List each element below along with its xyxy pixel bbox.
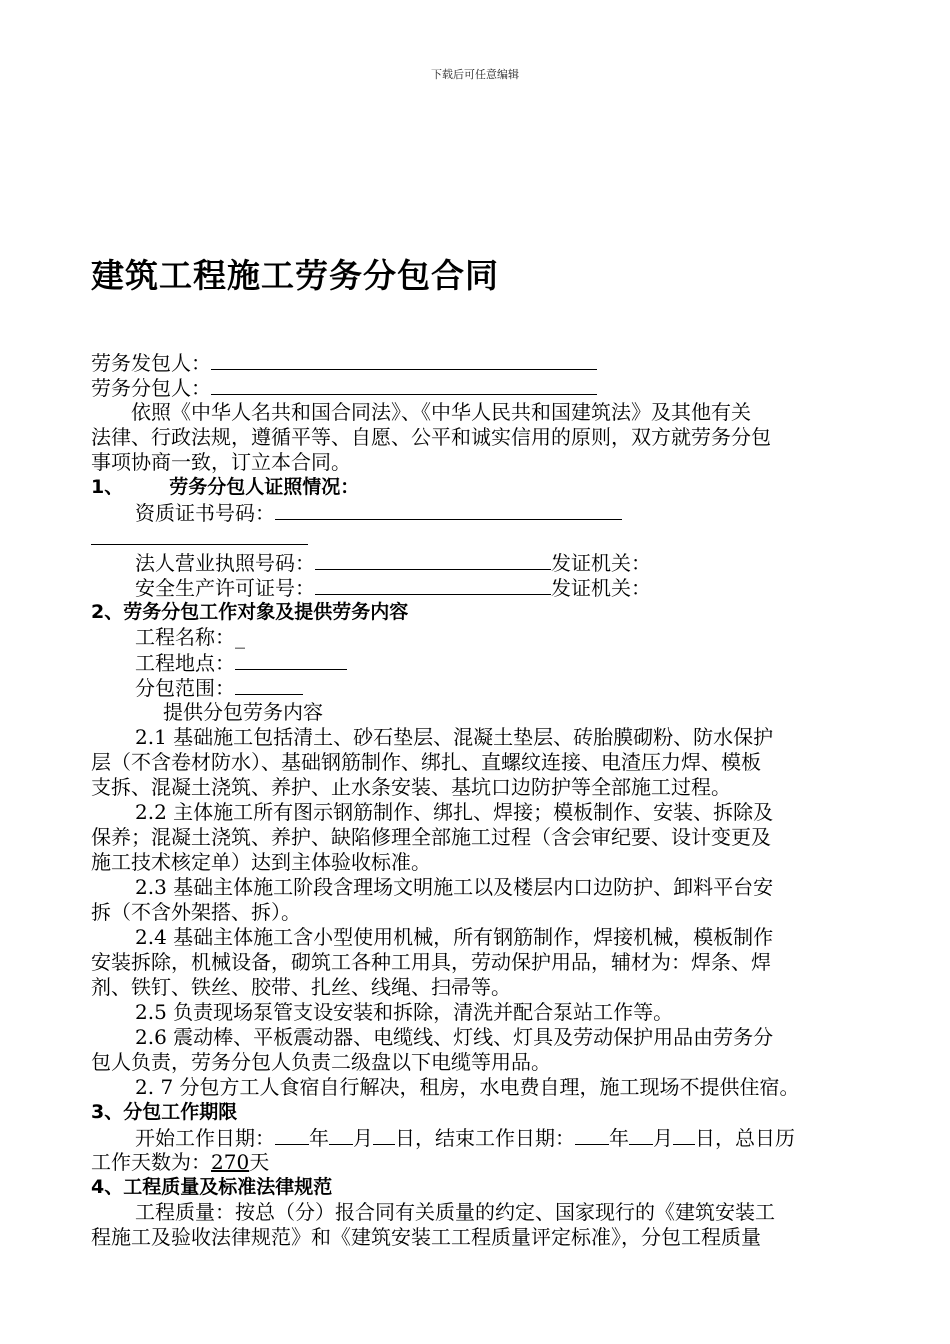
subcontractor-label: 劳务分包人： [91,376,211,400]
day-label: 日 [695,1126,715,1150]
clause-2-6-line-1: 2.6 震动棒、平板震动器、电缆线、灯线、灯具及劳动保护用品由劳务分 [135,1025,774,1049]
project-site-blank[interactable] [235,650,347,670]
scope-blank[interactable] [235,675,303,695]
license-line [135,550,651,575]
clause-2-3-line-1: 2.3 基础主体施工阶段含理场文明施工以及楼层内口边防护、卸料平台安 [135,875,774,899]
cert-continuation [91,525,308,550]
period-line [135,1125,795,1150]
clause-2-7-line-1: 2. 7 分包方工人食宿自行解决，租房，水电费自理，施工现场不提供住宿。 [135,1075,800,1099]
section-4-heading: 4、工程质量及标准法律规范 [91,1176,333,1198]
subcontractor-blank[interactable] [211,375,597,395]
section-1-title: 劳务分包人证照情况： [169,476,360,498]
clause-2-1-line-2: 层（不含卷材防水）、基础钢筋制作、绑扎、直螺纹连接、电渣压力焊、模板 [91,750,761,774]
section-1-heading [91,475,359,500]
start-year-blank[interactable] [275,1125,309,1145]
clause-2-5-line-1: 2.5 负责现场泵管支设安装和拆除，清洗并配合泵站工作等。 [135,1000,674,1024]
license-label: 法人营业执照号码： [135,551,315,575]
section-3-heading: 3、分包工作期限 [91,1101,238,1123]
content-heading: 提供分包劳务内容 [163,700,323,724]
scope-label: 分包范围： [135,676,235,700]
clause-2-1-line-3: 支拆、混凝土浇筑、养护、止水条安装、基坑口边防护等全部施工过程。 [91,775,731,799]
quality-line-2: 程施工及验收法律规范》和《建筑安装工工程质量评定标准》，分包工程质量 [91,1225,761,1249]
project-name-line: 工程名称：_ [135,625,245,649]
end-year-blank[interactable] [575,1125,609,1145]
project-site-label: 工程地点： [135,651,235,675]
employer-line [91,350,597,375]
safety-blank[interactable] [315,575,551,595]
clause-2-6-line-2: 包人负责，劳务分包人负责二级盘以下电缆等用品。 [91,1050,551,1074]
employer-label: 劳务发包人： [91,351,211,375]
subcontractor-line [91,375,597,400]
year-label: 年 [609,1126,629,1150]
quality-line-1: 工程质量：按总（分）报合同有关质量的约定、国家现行的《建筑安装工 [135,1200,775,1224]
document-title: 建筑工程施工劳务分包合同 [91,256,499,295]
safety-line [135,575,651,600]
clause-2-2-line-3: 施工技术核定单）达到主体验收标准。 [91,850,431,874]
scope-line [135,675,303,700]
clause-2-2-line-2: 保养；混凝土浇筑、养护、缺陷修理全部施工过程（含会审纪要、设计变更及 [91,825,771,849]
license-issuer-label: 发证机关： [551,551,651,575]
total-label: ，总日历 [715,1126,795,1150]
license-blank[interactable] [315,550,551,570]
year-label: 年 [309,1126,329,1150]
start-day-blank[interactable] [373,1125,395,1145]
clause-2-1-line-1: 2.1 基础施工包括清土、砂石垫层、混凝土垫层、砖胎膜砌粉、防水保护 [135,725,774,749]
section-2-heading: 2、劳务分包工作对象及提供劳务内容 [91,601,409,623]
end-month-blank[interactable] [629,1125,653,1145]
clause-2-4-line-2: 安装拆除，机械设备，砌筑工各种工用具，劳动保护用品，辅材为：焊条、焊 [91,950,771,974]
clause-2-3-line-2: 拆（不含外架搭、拆）。 [91,900,301,924]
intro-line-1: 依照《中华人名共和国合同法》、《中华人民共和国建筑法》及其他有关 [131,400,751,424]
days-value: 270 [211,1150,250,1174]
cert-blank[interactable] [275,500,622,520]
month-label: 月 [353,1126,373,1150]
month-label: 月 [653,1126,673,1150]
project-site-line [135,650,347,675]
intro-line-2: 法律、行政法规，遵循平等、自愿、公平和诚实信用的原则，双方就劳务分包 [91,425,771,449]
section-1-number: 1、 [91,476,124,498]
total-days-line [91,1150,269,1175]
days-label: 工作天数为： [91,1150,211,1174]
clause-2-4-line-3: 剂、铁钉、铁丝、胶带、扎丝、线绳、扫帚等。 [91,975,511,999]
intro-line-3: 事项协商一致，订立本合同。 [91,450,351,474]
cert-label: 资质证书号码： [135,501,275,525]
start-month-blank[interactable] [329,1125,353,1145]
clause-2-4-line-1: 2.4 基础主体施工含小型使用机械，所有钢筋制作，焊接机械，模板制作 [135,925,774,949]
start-date-label: 开始工作日期： [135,1126,275,1150]
employer-blank[interactable] [211,350,597,370]
cert-blank-continued[interactable] [91,525,308,545]
days-unit: 天 [249,1150,270,1174]
end-date-label: ，结束工作日期： [415,1126,575,1150]
page-header: 下载后可任意编辑 [431,68,519,81]
day-label: 日 [395,1126,415,1150]
clause-2-2-line-1: 2.2 主体施工所有图示钢筋制作、绑扎、焊接；模板制作、安装、拆除及 [135,800,774,824]
cert-line [135,500,622,525]
end-day-blank[interactable] [673,1125,695,1145]
safety-label: 安全生产许可证号： [135,576,315,600]
safety-issuer-label: 发证机关： [551,576,651,600]
